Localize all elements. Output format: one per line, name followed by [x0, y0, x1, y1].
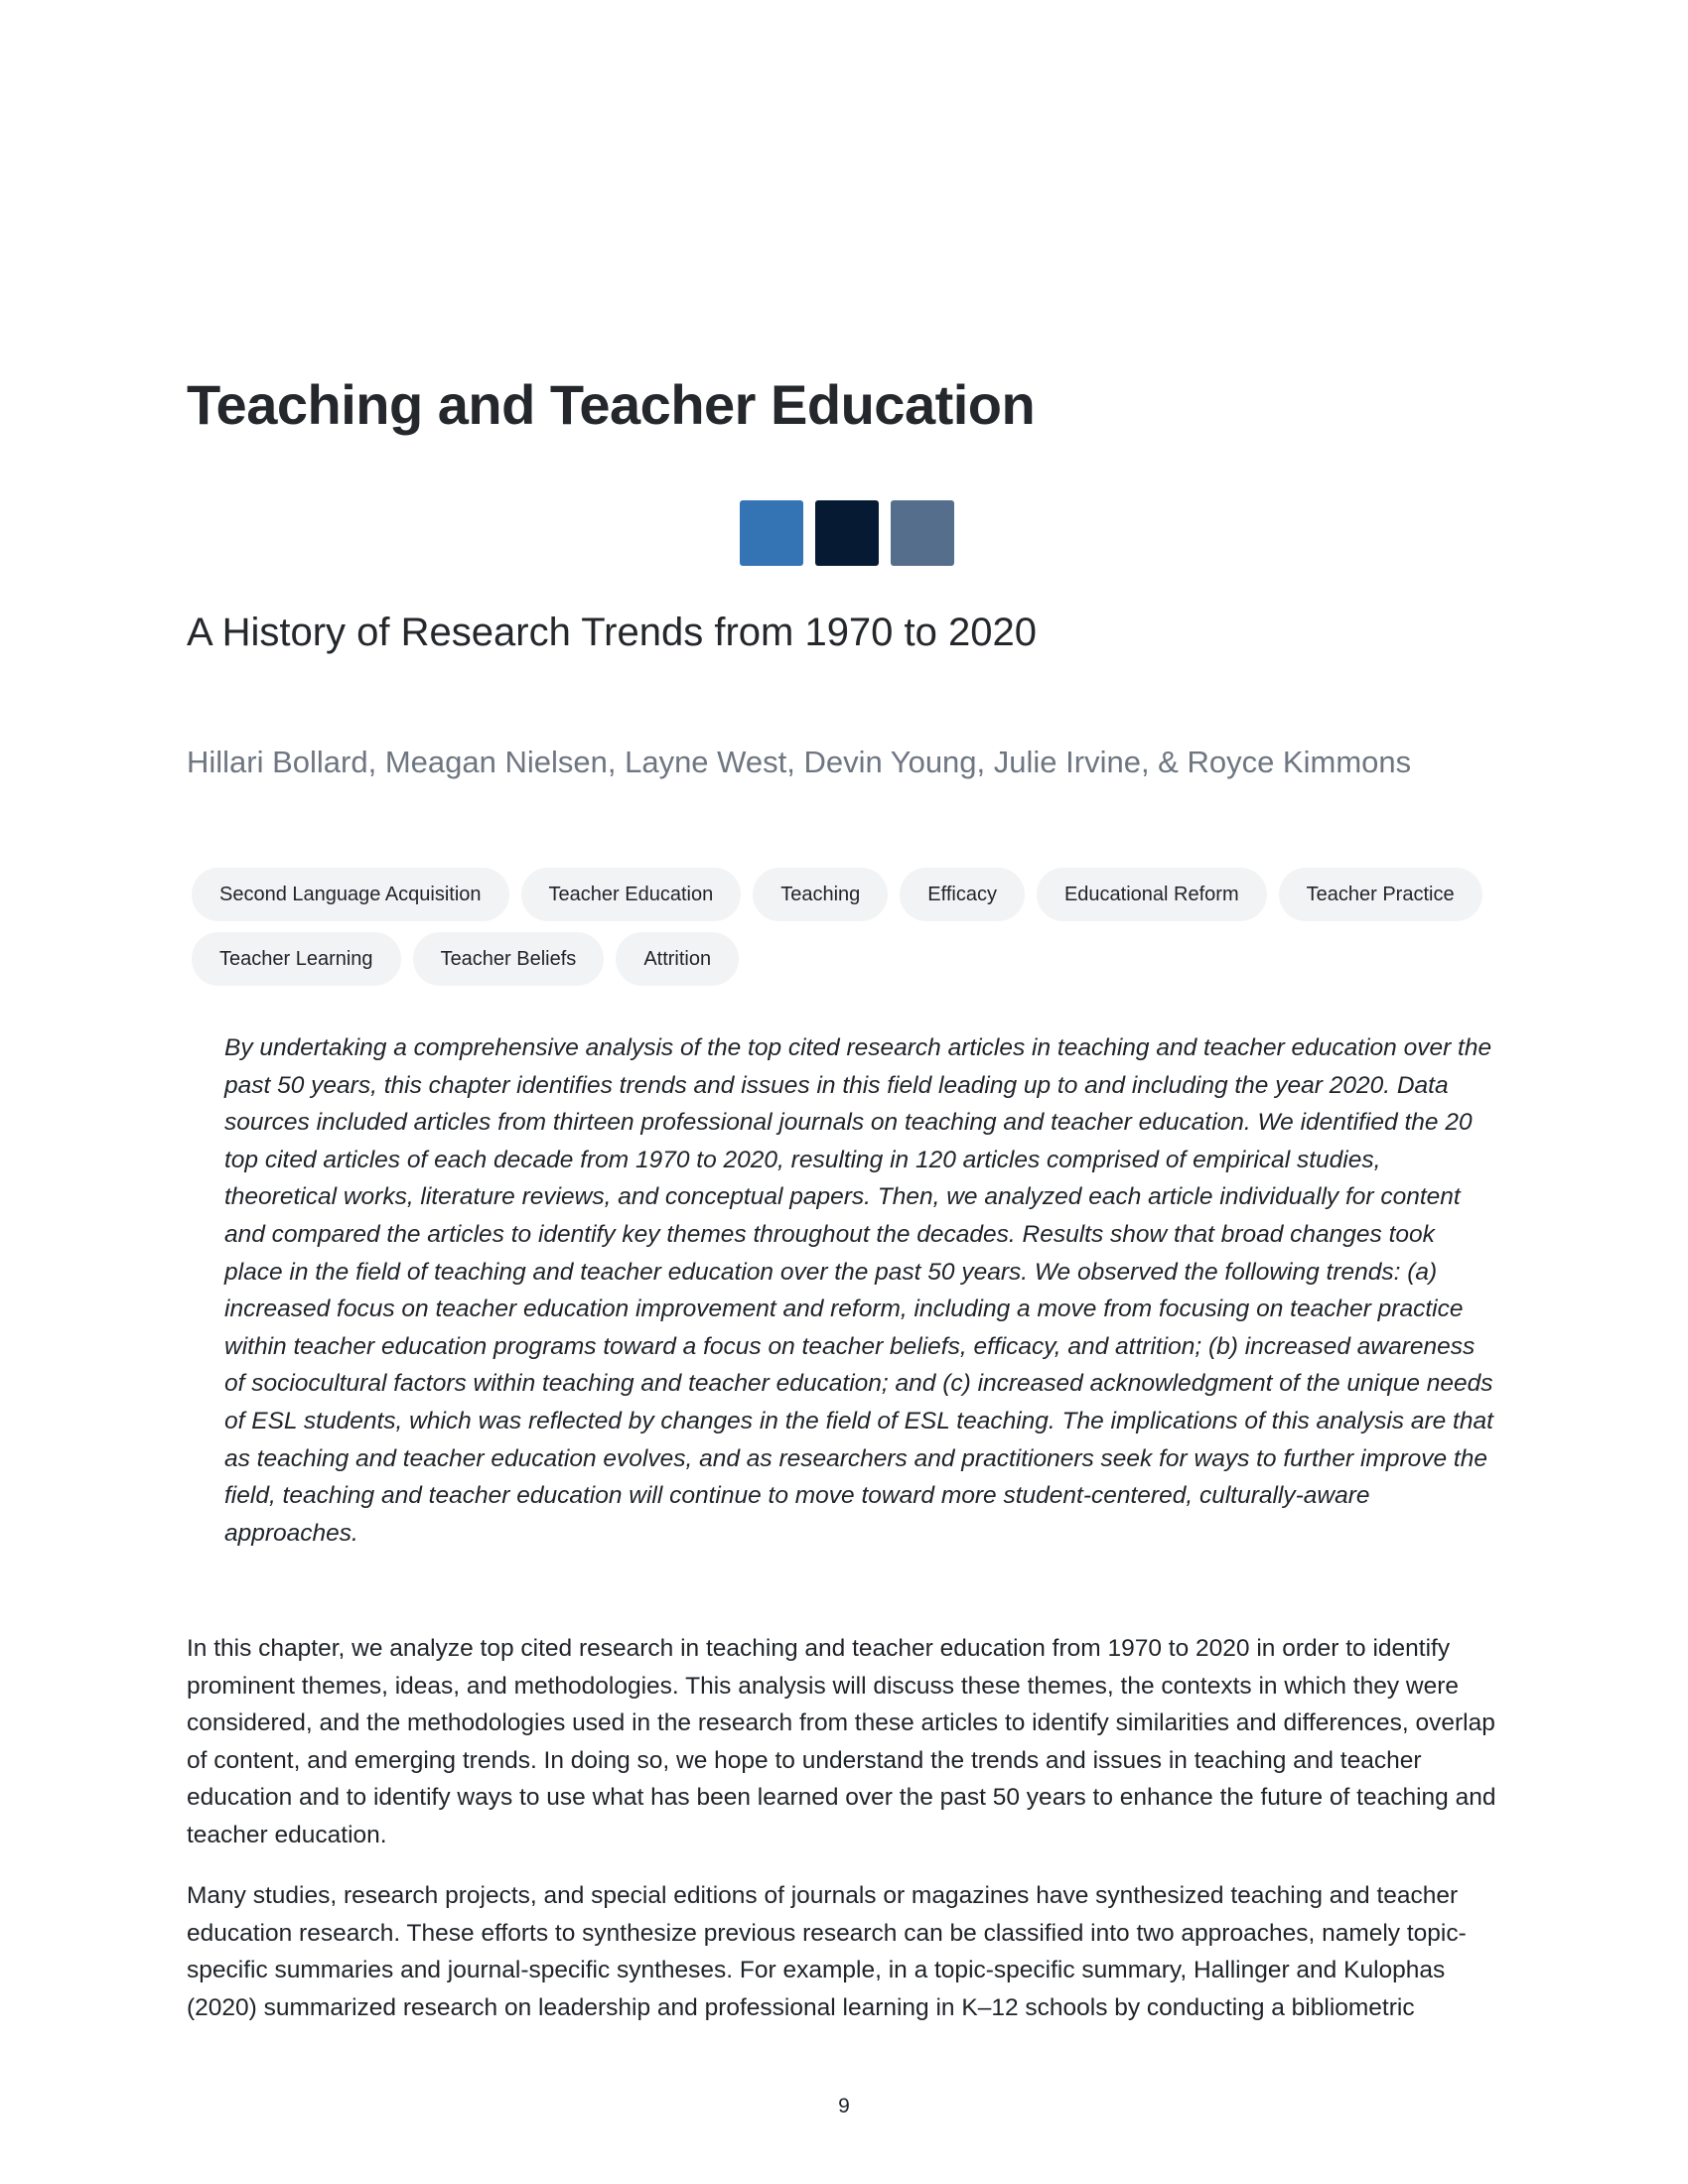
keyword-tag-teaching[interactable]: Teaching: [753, 868, 888, 921]
color-swatch-blue: [740, 500, 803, 566]
keyword-tag-teacher-education[interactable]: Teacher Education: [521, 868, 742, 921]
keyword-tags: [192, 868, 1502, 997]
keyword-tag-efficacy[interactable]: Efficacy: [900, 868, 1025, 921]
body-paragraph: In this chapter, we analyze top cited research in teaching and teacher education from 1970 to 2020 in order to identify prominent themes, ideas, and methodologies. This analysis will discuss these themes, the contexts in which they were considered, and the methodologies used in the research from these articles to identify similarities and differences, overlap of content, and emerging trends. In doing so, we hope to understand the trends and issues in teaching and teacher education and to identify ways to use what has been learned over the past 50 years to enhance the future of teaching and teacher education.: [187, 1635, 1496, 1848]
author-list: Hillari Bollard, Meagan Nielsen, Layne West, Devin Young, Julie Irvine, & Royce Kimmons: [187, 745, 1412, 779]
keyword-tag-teacher-practice[interactable]: Teacher Practice: [1279, 868, 1482, 921]
page-subtitle: A History of Research Trends from 1970 to 2020: [187, 611, 1037, 654]
page-number: 9: [838, 2095, 850, 2117]
keyword-tag-attrition[interactable]: Attrition: [616, 932, 739, 986]
keyword-tag-row: [192, 932, 1502, 986]
page-title: Teaching and Teacher Education: [187, 373, 1036, 436]
abstract: By undertaking a comprehensive analysis of the top cited research articles in teaching and teacher education over the past 50 years, this chapter identifies trends and issues in this field leading up to and including the year 2020. Data sources included articles from thirteen professional journals on teaching and teacher education. We identified the 20 top cited articles of each decade from 1970 to 2020, resulting in 120 articles comprised of empirical studies, theoretical works, literature reviews, and conceptual papers. Then, we analyzed each article individually for content and compared the articles to identify key themes throughout the decades. Results show that broad changes took place in the field of teaching and teacher education over the past 50 years. We observed the following trends: (a) increased focus on teacher education improvement and reform, including a move from focusing on teacher practice within teacher education programs toward a focus on teacher beliefs, efficacy, and attrition; (b) increased awareness of sociocultural factors within teaching and teacher education; and (c) increased acknowledgment of the unique needs of ESL students, which was reflected by changes in the field of ESL teaching. The implications of this analysis are that as teaching and teacher education evolves, and as researchers and practitioners seek for ways to further improve the field, teaching and teacher education will continue to move toward more student-centered, culturally-aware approaches.: [224, 1034, 1493, 1547]
keyword-tag-row: [192, 868, 1502, 921]
color-swatch-navy: [815, 500, 879, 566]
keyword-tag-teacher-learning[interactable]: Teacher Learning: [192, 932, 401, 986]
keyword-tag-second-language-acquisition[interactable]: Second Language Acquisition: [192, 868, 509, 921]
body-paragraph: Many studies, research projects, and special editions of journals or magazines have synthesized teaching and teacher education research. These efforts to synthesize previous research can be classified into two approaches, namely topic-specific summaries and journal-specific syntheses. For example, in a topic-specific summary, Hallinger and Kulophas (2020) summarized research on leadership and professional learning in K–12 schools by conducting a bibliometric: [187, 1882, 1467, 2021]
color-swatch-slate: [891, 500, 954, 566]
color-swatches: [740, 500, 954, 566]
keyword-tag-educational-reform[interactable]: Educational Reform: [1037, 868, 1267, 921]
keyword-tag-teacher-beliefs[interactable]: Teacher Beliefs: [413, 932, 605, 986]
